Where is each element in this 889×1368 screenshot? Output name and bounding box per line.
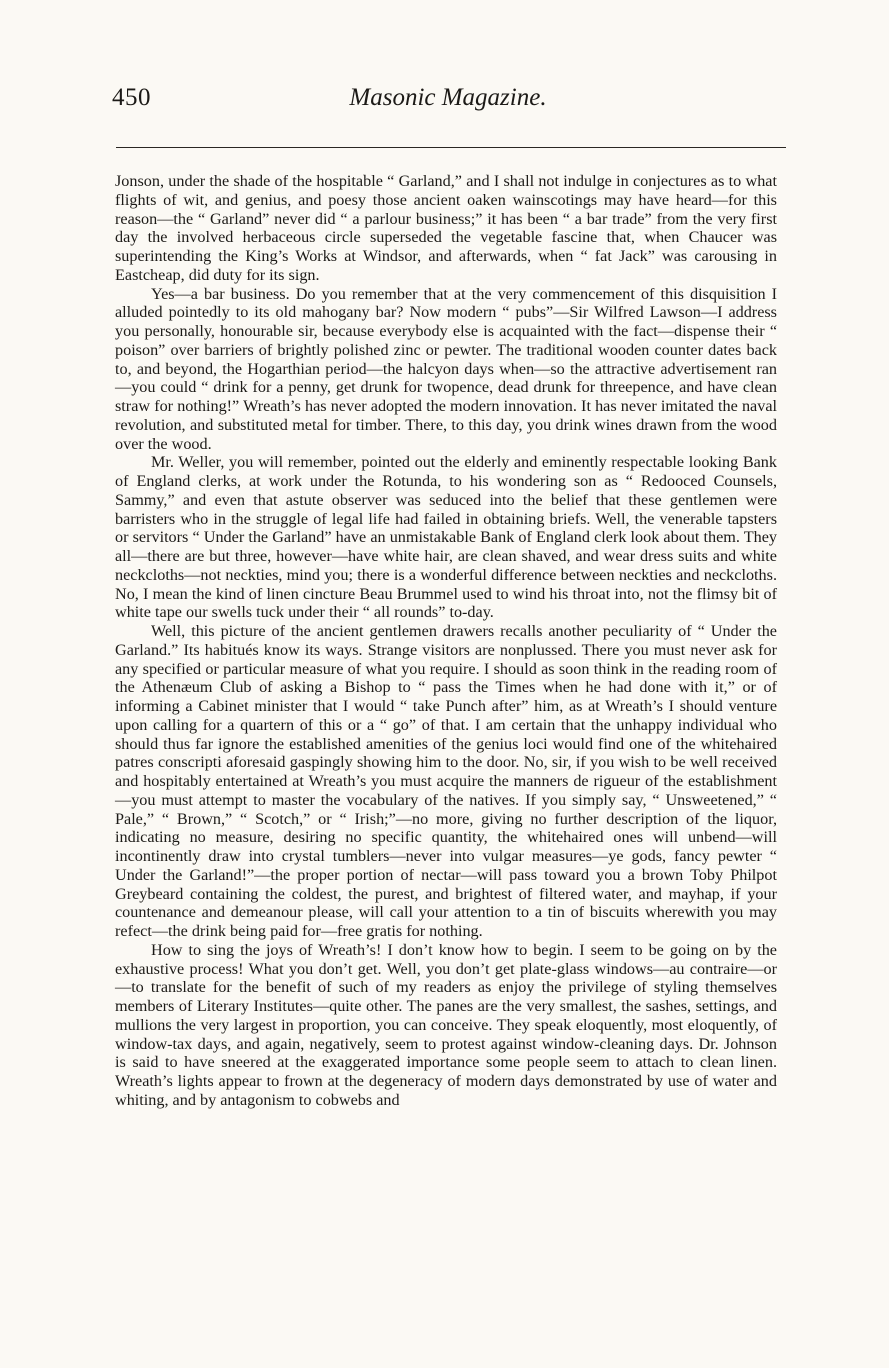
paragraph-continued: Jonson, under the shade of the hospitable “ Garland,” and I shall not indulge in conjectures as to what flights of wit, and genius, and poesy those ancient oaken wainscotings may have heard—for this reason—the “ Garland” never did “ a parlour business;” it has been “ a bar trade” from the very first day the involved herbaceous circle superseded the vegetable fascine that, when Chaucer was superintending the King’s Works at Windsor, and afterwards, when “ fat Jack” was carousing in Eastcheap, did duty for its sign.	[115, 172, 777, 284]
paragraph-bar-business: Yes—a bar business. Do you remember that at the very commencement of this disquisition I alluded pointedly to its old mahogany bar? Now modern “ pubs”—Sir Wilfred Lawson—I address you personally, honourable sir, because everybody else is acquainted with the fact—dispense their “ poison” over barriers of brightly polished zinc or pewter. The traditional wooden counter dates back to, and beyond, the Hogarthian period—the halcyon days when—so the attractive advertisement ran—you could “ drink for a penny, get drunk for twopence, dead drunk for threepence, and have clean straw for nothing!” Wreath’s has never adopted the modern innovation. It has never imitated the naval revolution, and substituted metal for timber. There, to this day, you drink wines drawn from the wood over the wood.	[115, 284, 777, 453]
header-rule	[116, 147, 786, 148]
article-body	[115, 172, 777, 1110]
running-title: Masonic Magazine.	[349, 84, 547, 111]
page-number: 450	[112, 84, 151, 111]
paragraph-gentlemen-drawers: Well, this picture of the ancient gentlemen drawers recalls another peculiarity of “ Under the Garland.” Its habitués know its ways. Strange visitors are nonplussed. There you must never ask for any specified or particular measure of what you require. I should as soon think in the reading room of the Athenæum Club of asking a Bishop to “ pass the Times when he had done with it,” or of informing a Cabinet minister that I would “ take Punch after” him, as at Wreath’s I should venture upon calling for a quartern of this or a “ go” of that. I am certain that the unhappy individual who should thus far ignore the established amenities of the genius loci would find one of the whitehaired patres conscripti aforesaid gaspingly showing him to the door. No, sir, if you wish to be well received and hospitably entertained at Wreath’s you must acquire the manners de rigueur of the establishment—you must attempt to master the vocabulary of the natives. If you simply say, “ Unsweetened,” “ Pale,” “ Brown,” “ Scotch,” or “ Irish;”—no more, giving no further description of the liquor, indicating no measure, desiring no specific quantity, the whitehaired ones will unbend—will incontinently draw into crystal tumblers—never into vulgar measures—ye gods, fancy pewter “ Under the Garland!”—the proper portion of nectar—will pass toward you a brown Toby Philpot Greybeard containing the coldest, the purest, and brightest of filtered water, and mayhap, if your countenance and demeanour please, will call your attention to a tin of biscuits wherewith you may refect—the drink being paid for—free gratis for nothing.	[115, 622, 777, 940]
page-header	[112, 80, 784, 116]
paragraph-joys-of-wreaths: How to sing the joys of Wreath’s! I don’t know how to begin. I seem to be going on by the exhaustive process! What you don’t get. Well, you don’t get plate-glass windows—au contraire—or—to translate for the benefit of such of my readers as enjoy the privilege of styling themselves members of Literary Institutes—quite other. The panes are the very smallest, the sashes, settings, and mullions the very largest in proportion, you can conceive. They speak eloquently, most eloquently, of window-tax days, and again, negatively, seem to protest against window-cleaning days. Dr. Johnson is said to have sneered at the exaggerated importance some people seem to attach to clean linen. Wreath’s lights appear to frown at the degeneracy of modern days demonstrated by use of water and whiting, and by antagonism to cobwebs and	[115, 940, 777, 1109]
paragraph-mr-weller: Mr. Weller, you will remember, pointed out the elderly and eminently respectable looking Bank of England clerks, at work under the Rotunda, to his wondering son as “ Redooced Counsels, Sammy,” and even that astute observer was seduced into the belief that these gentlemen were barristers who in the struggle of legal life had failed in obtaining briefs. Well, the venerable tapsters or servitors “ Under the Garland” have an unmistakable Bank of England clerk look about them. They all—there are but three, however—have white hair, are clean shaved, and wear dress suits and white neckcloths—not neckties, mind you; there is a wonderful difference between neckties and neckcloths. No, I mean the kind of linen cincture Beau Brummel used to wind his throat into, not the flimsy bit of white tape our swells tuck under their “ all rounds” to-day.	[115, 453, 777, 622]
